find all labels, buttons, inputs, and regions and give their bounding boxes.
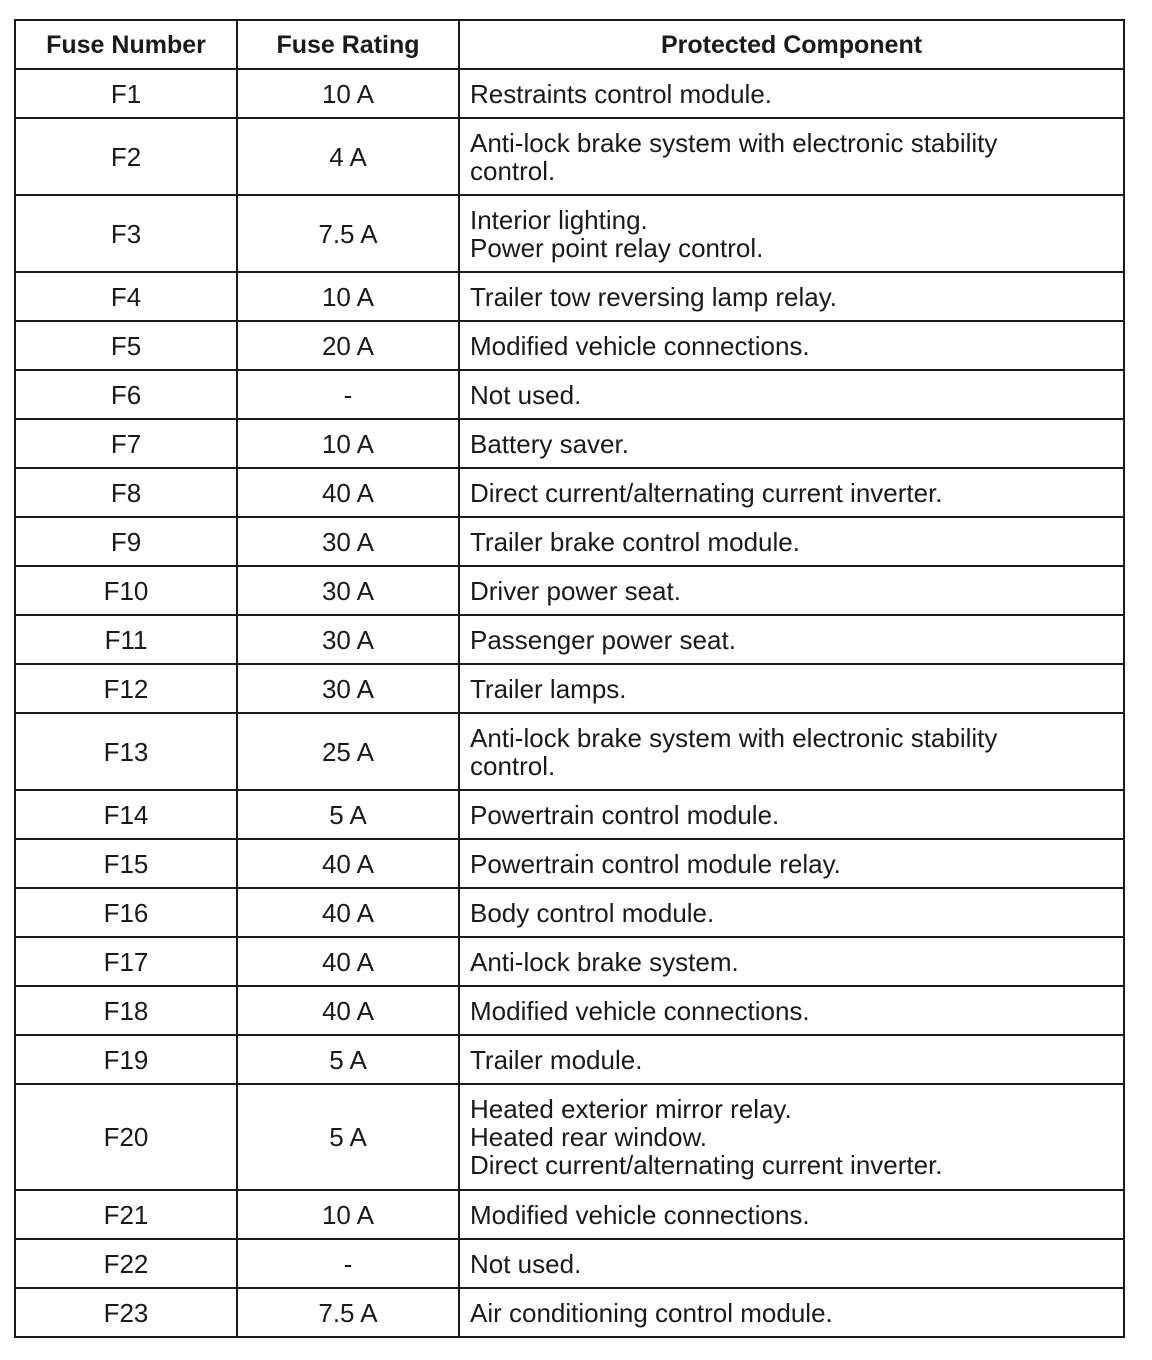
component-line: Not used. <box>470 1248 582 1279</box>
protected-component-cell <box>459 69 1124 118</box>
fuse-rating-cell: 30 A <box>237 664 459 713</box>
component-line: Trailer brake control module. <box>470 526 800 557</box>
component-line: Direct current/alternating current inverter. <box>470 1150 943 1180</box>
protected-component-cell <box>459 790 1124 839</box>
fuse-number-cell: F6 <box>15 370 237 419</box>
protected-component-cell <box>459 517 1124 566</box>
protected-component-cell <box>459 888 1124 937</box>
fuse-rating-cell: 7.5 A <box>237 195 459 272</box>
fuse-rating-cell: 40 A <box>237 888 459 937</box>
protected-component-cell <box>459 986 1124 1035</box>
fuse-rating-cell: 7.5 A <box>237 1288 459 1337</box>
component-line: Not used. <box>470 379 582 410</box>
component-line: Restraints control module. <box>470 78 773 109</box>
fuse-number-cell: F18 <box>15 986 237 1035</box>
table-row <box>15 1190 1124 1239</box>
component-line: Powertrain control module relay. <box>470 848 841 879</box>
table-row <box>15 370 1124 419</box>
component-line: Power point relay control. <box>470 232 764 263</box>
table-row <box>15 321 1124 370</box>
fuse-number-cell: F2 <box>15 118 237 195</box>
fuse-number-cell: F13 <box>15 713 237 790</box>
component-line: Interior lighting. <box>470 204 648 235</box>
protected-component-cell <box>459 1190 1124 1239</box>
component-line: control. <box>470 750 556 781</box>
protected-component-cell <box>459 615 1124 664</box>
fuse-rating-cell: 20 A <box>237 321 459 370</box>
fuse-rating-cell: 5 A <box>237 790 459 839</box>
fuse-rating-cell: 10 A <box>237 1190 459 1239</box>
fuse-number-cell: F16 <box>15 888 237 937</box>
component-line: Battery saver. <box>470 428 629 459</box>
fuse-rating-cell: 10 A <box>237 419 459 468</box>
component-line: Heated rear window. <box>470 1122 708 1152</box>
fuse-rating-cell: 40 A <box>237 937 459 986</box>
protected-component-cell <box>459 937 1124 986</box>
fuse-rating-cell: 5 A <box>237 1084 459 1190</box>
header-row <box>15 20 1124 69</box>
protected-component-cell <box>459 118 1124 195</box>
fuse-number-cell: F15 <box>15 839 237 888</box>
component-line: Anti-lock brake system. <box>470 946 739 977</box>
table-body <box>15 69 1124 1337</box>
table-row <box>15 615 1124 664</box>
fuse-number-cell: F10 <box>15 566 237 615</box>
table-row <box>15 272 1124 321</box>
component-line: Driver power seat. <box>470 575 681 606</box>
protected-component-cell <box>459 664 1124 713</box>
component-line: Powertrain control module. <box>470 799 780 830</box>
component-line: Modified vehicle connections. <box>470 330 810 361</box>
fuse-rating-cell: - <box>237 1239 459 1288</box>
table-row <box>15 839 1124 888</box>
protected-component-cell <box>459 321 1124 370</box>
protected-component-cell <box>459 1084 1124 1190</box>
fuse-number-cell: F7 <box>15 419 237 468</box>
table-header <box>15 20 1124 69</box>
fuse-number-cell: F9 <box>15 517 237 566</box>
protected-component-cell <box>459 839 1124 888</box>
table-row <box>15 1035 1124 1084</box>
component-line: Trailer tow reversing lamp relay. <box>470 281 837 312</box>
table-row <box>15 888 1124 937</box>
protected-component-cell <box>459 713 1124 790</box>
fuse-rating-cell: 10 A <box>237 272 459 321</box>
fuse-rating-cell: 5 A <box>237 1035 459 1084</box>
fuse-rating-cell: 25 A <box>237 713 459 790</box>
table-row <box>15 937 1124 986</box>
table-row <box>15 419 1124 468</box>
protected-component-cell <box>459 370 1124 419</box>
table-row <box>15 517 1124 566</box>
component-line: Trailer module. <box>470 1044 643 1075</box>
header-fuse-number: Fuse Number <box>15 20 237 69</box>
fuse-rating-cell: 30 A <box>237 615 459 664</box>
header-protected-component: Protected Component <box>459 20 1124 69</box>
table-row <box>15 713 1124 790</box>
fuse-number-cell: F12 <box>15 664 237 713</box>
table-row <box>15 664 1124 713</box>
protected-component-cell <box>459 195 1124 272</box>
protected-component-cell <box>459 1035 1124 1084</box>
protected-component-cell <box>459 566 1124 615</box>
fuse-number-cell: F14 <box>15 790 237 839</box>
table-row <box>15 566 1124 615</box>
fuse-number-cell: F3 <box>15 195 237 272</box>
table-row <box>15 468 1124 517</box>
table-row <box>15 118 1124 195</box>
component-line: Anti-lock brake system with electronic stability <box>470 722 998 753</box>
table-row <box>15 1288 1124 1337</box>
component-line: Heated exterior mirror relay. <box>470 1094 792 1124</box>
protected-component-cell <box>459 1239 1124 1288</box>
fuse-rating-cell: 40 A <box>237 839 459 888</box>
fuse-number-cell: F23 <box>15 1288 237 1337</box>
fuse-rating-cell: 10 A <box>237 69 459 118</box>
fuse-rating-cell: 30 A <box>237 517 459 566</box>
protected-component-cell <box>459 419 1124 468</box>
component-line: control. <box>470 155 556 186</box>
fuse-number-cell: F21 <box>15 1190 237 1239</box>
fuse-number-cell: F17 <box>15 937 237 986</box>
component-line: Body control module. <box>470 897 715 928</box>
header-fuse-rating: Fuse Rating <box>237 20 459 69</box>
fuse-rating-cell: 30 A <box>237 566 459 615</box>
protected-component-cell <box>459 272 1124 321</box>
table-row <box>15 69 1124 118</box>
fuse-rating-cell: 40 A <box>237 986 459 1035</box>
fuse-number-cell: F19 <box>15 1035 237 1084</box>
fuse-rating-cell: 4 A <box>237 118 459 195</box>
protected-component-cell <box>459 1288 1124 1337</box>
component-line: Trailer lamps. <box>470 673 627 704</box>
fuse-number-cell: F1 <box>15 69 237 118</box>
component-line: Passenger power seat. <box>470 624 736 655</box>
component-line: Modified vehicle connections. <box>470 1199 810 1230</box>
fuse-rating-cell: - <box>237 370 459 419</box>
table-row <box>15 1239 1124 1288</box>
table-row <box>15 986 1124 1035</box>
component-line: Anti-lock brake system with electronic stability <box>470 127 998 158</box>
fuse-number-cell: F20 <box>15 1084 237 1190</box>
fuse-number-cell: F8 <box>15 468 237 517</box>
fuse-number-cell: F5 <box>15 321 237 370</box>
fuse-number-cell: F11 <box>15 615 237 664</box>
protected-component-cell <box>459 468 1124 517</box>
table-row <box>15 1084 1124 1190</box>
table-row <box>15 790 1124 839</box>
fuse-number-cell: F22 <box>15 1239 237 1288</box>
fuse-table <box>14 19 1125 1338</box>
table-row <box>15 195 1124 272</box>
component-line: Modified vehicle connections. <box>470 995 810 1026</box>
fuse-number-cell: F4 <box>15 272 237 321</box>
fuse-rating-cell: 40 A <box>237 468 459 517</box>
component-line: Direct current/alternating current inverter. <box>470 477 943 508</box>
component-line: Air conditioning control module. <box>470 1297 833 1328</box>
